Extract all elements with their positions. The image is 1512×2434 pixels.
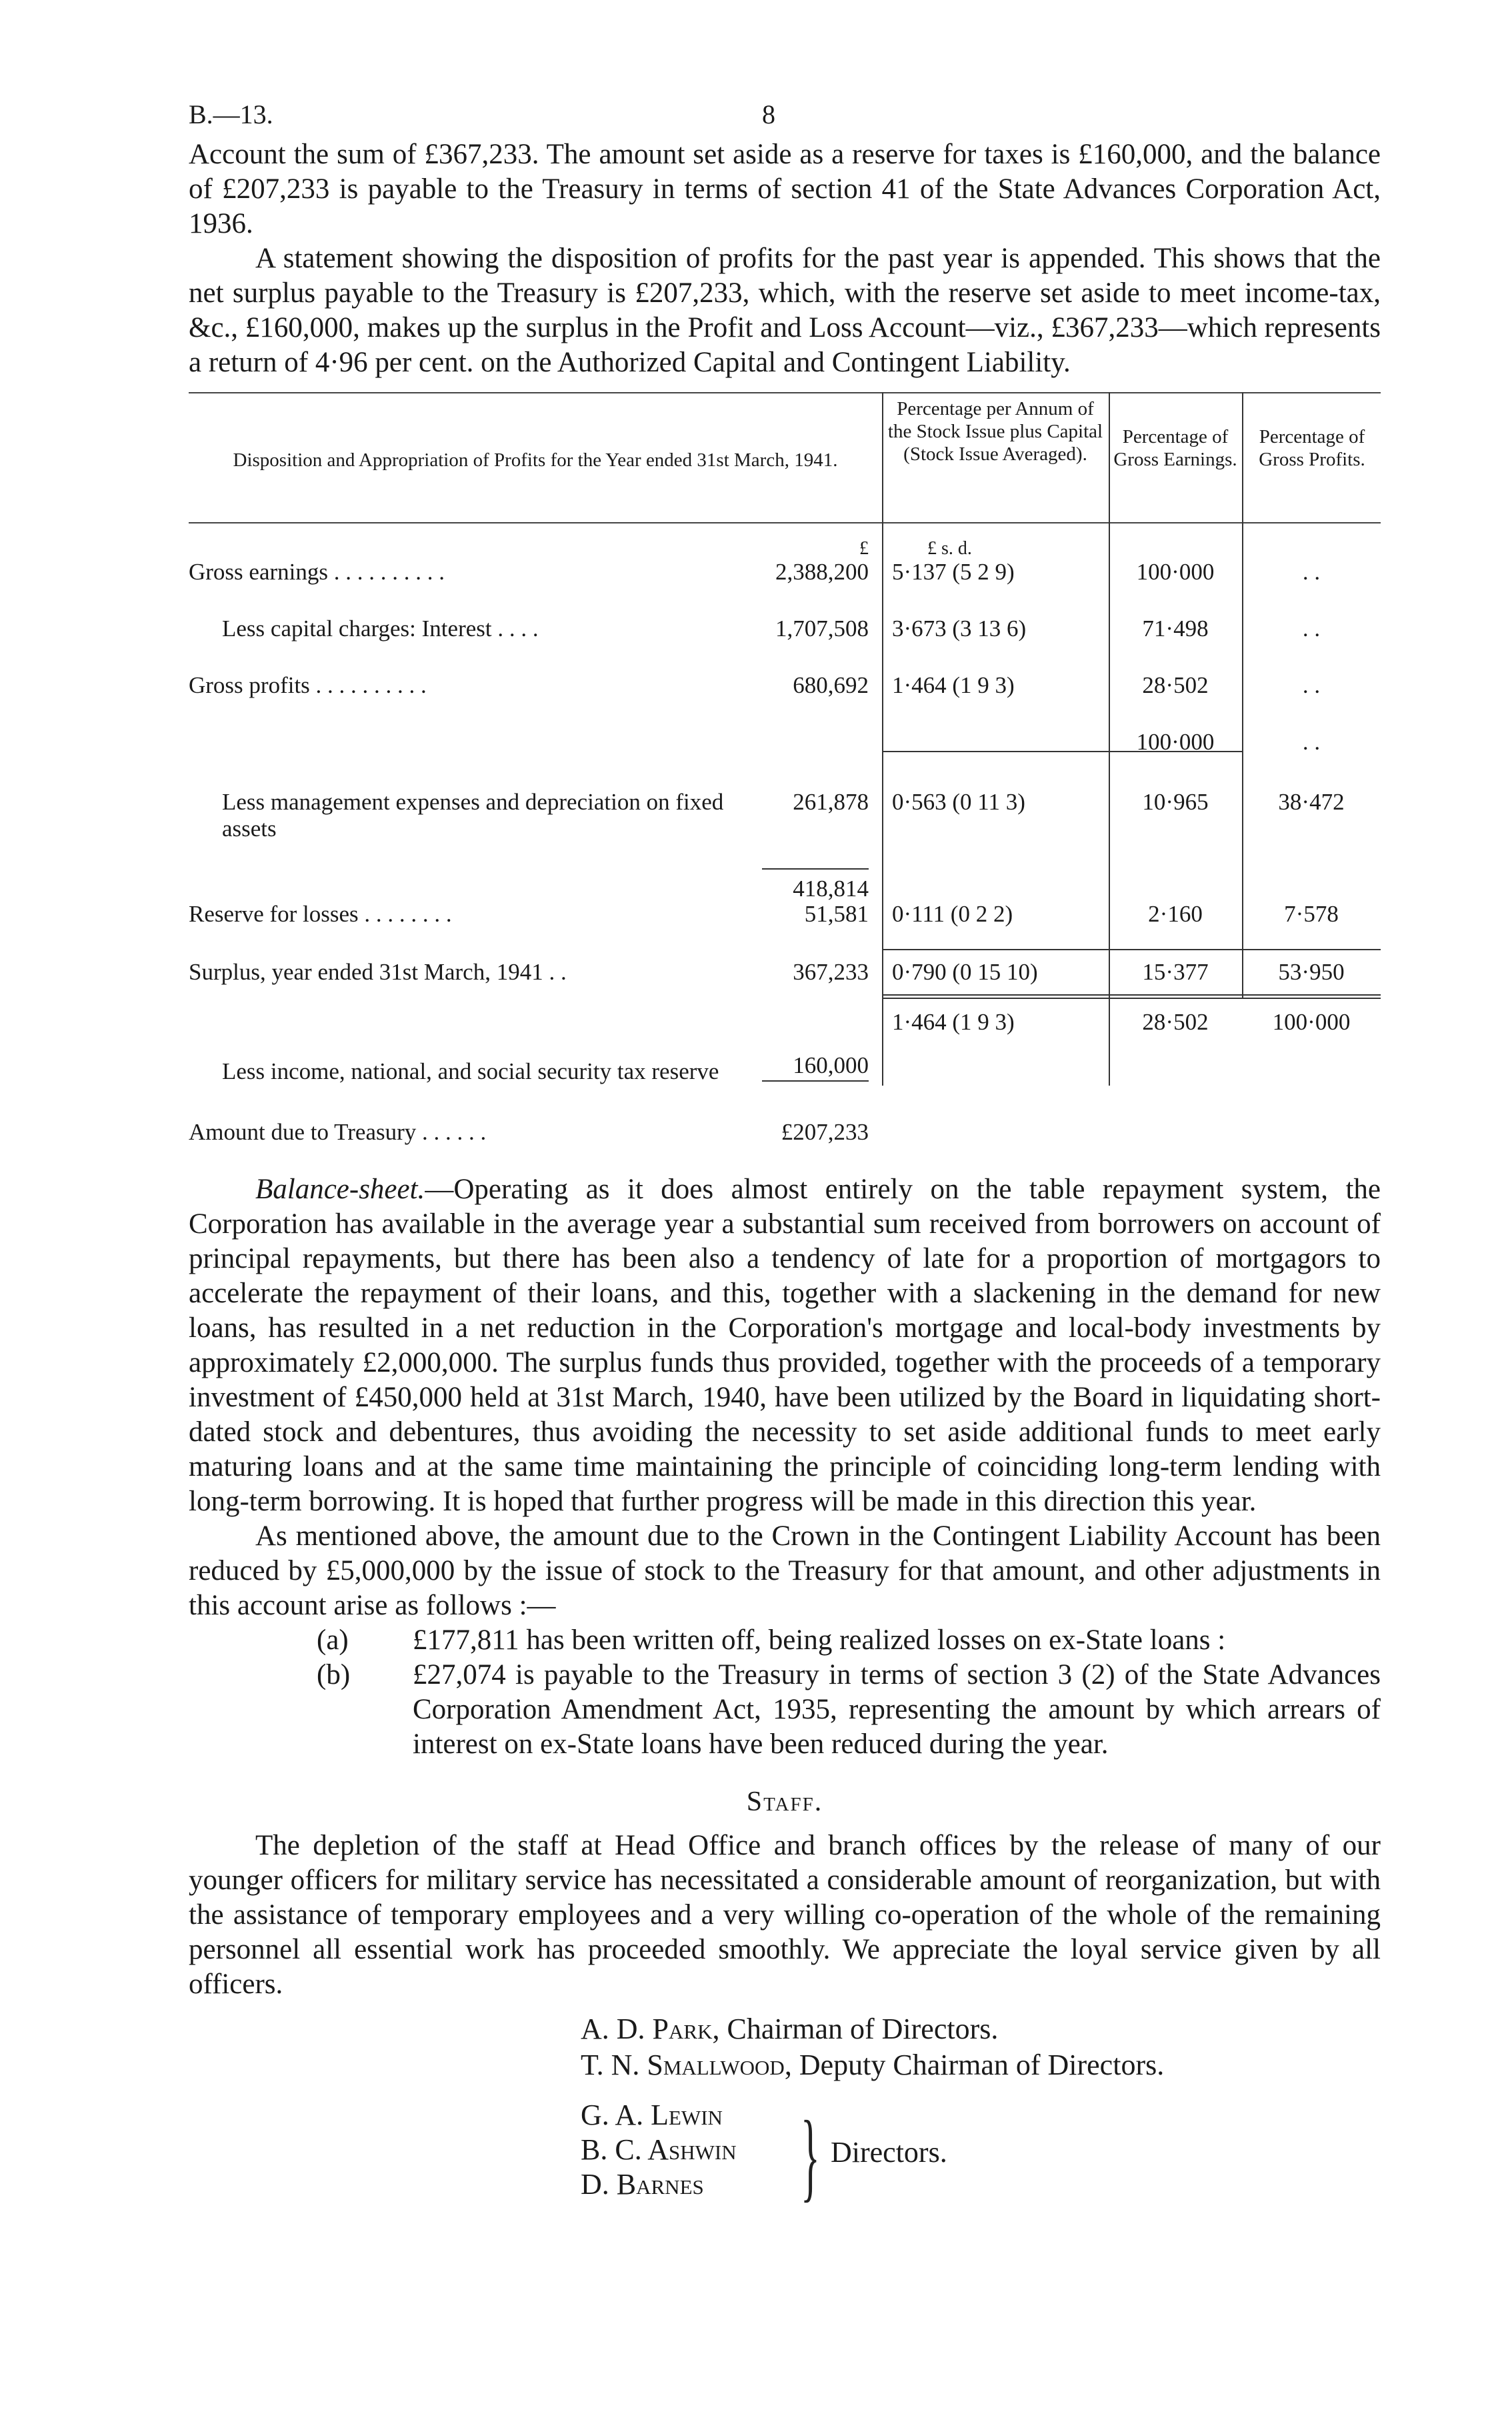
row-stock-capital-charges: 3·673 (3 13 6)	[892, 616, 1027, 642]
row-amount-capital-charges: 1,707,508	[775, 616, 869, 642]
row-earnings-gross-earnings: 100·000	[1136, 559, 1215, 585]
row-label-gross-earnings: Gross earnings . . . . . . . . . .	[189, 559, 445, 585]
row-profits-management-expenses: 38·472	[1278, 789, 1345, 815]
balance-sheet-text: —Operating as it does almost entirely on the table repayment system, the Corporation has available in the average year a substantial sum received from borrowers on account of principal repayments, but there has been also a tendency of late for a proportion of mortgagors to accelerate the repayment of their loans, and this, together with a slackening in the demand for new loans, has resulted in a net reduction in the Corporation's mortgage and local-body investments by approximately £2,000,000. The surplus funds thus provided, together with the proceeds of a temporary investment of £450,000 held at 31st March, 1940, have been utilized by the Board in liquidating short-dated stock and debentures, thus avoiding the necessity to set aside additional funds to meet early maturing loans and at the same time maintaining the principle of coinciding long-term lending with long-term borrowing. It is hoped that further progress will be made in this direction this year.	[189, 1174, 1381, 1517]
directors-block	[581, 2098, 1381, 2211]
row-earnings-capital-charges: 71·498	[1142, 616, 1209, 642]
adjustment-item	[317, 1623, 1381, 1658]
row-profits-gross-profits: . .	[1302, 672, 1321, 698]
intro-paragraph-1: Account the sum of £367,233. The amount set aside as a reserve for taxes is £160,000, and the balance of £207,233 is payable to the Treasury in terms of section 41 of the State Advances Corporation Act, 1936.	[189, 139, 1381, 239]
row-profits-reserve-losses: 7·578	[1284, 901, 1339, 927]
header-gross-earnings-percentage: Percentage of Gross Earnings.	[1113, 426, 1237, 470]
row-profits-surplus: 53·950	[1278, 959, 1345, 985]
row-label-tax-reserve: Less income, national, and social security tax reserve	[222, 1058, 719, 1084]
adjustment-label: (a)	[317, 1624, 349, 1656]
adjustment-item	[317, 1658, 1381, 1762]
row-amount-surplus: 367,233	[793, 959, 869, 985]
row-stock-management-expenses: 0·563 (0 11 3)	[892, 789, 1025, 815]
directors-label: Directors.	[831, 2136, 947, 2169]
report-reference: B.—13.	[189, 99, 273, 129]
adjustment-label: (b)	[317, 1659, 351, 1690]
balance-sheet-paragraph	[189, 1172, 1381, 1519]
page-header	[189, 93, 1381, 137]
amount-unit: £	[859, 538, 869, 559]
row-label-gross-profits: Gross profits . . . . . . . . . .	[189, 672, 427, 698]
document-page	[189, 93, 1381, 2211]
adjustments-list	[317, 1623, 1381, 1762]
row-label-management-expenses: Less management expenses and depreciation on fixed assets	[222, 789, 724, 842]
row-earnings-management-expenses: 10·965	[1142, 789, 1209, 815]
header-gross-profits-percentage: Percentage of Gross Profits.	[1259, 426, 1365, 470]
row-earnings-surplus: 15·377	[1142, 959, 1209, 985]
row-amount-reserve-losses: 51,581	[804, 901, 869, 927]
header-stock-percentage: Percentage per Annum of the Stock Issue plus Capital (Stock Issue Averaged).	[887, 398, 1103, 465]
balance-sheet-title: Balance-sheet.	[255, 1174, 425, 1205]
signatory-chairman	[581, 2011, 1381, 2047]
row-profits-gross-earnings: . .	[1302, 559, 1321, 585]
row-earnings-subtotal: 100·000	[1136, 729, 1215, 755]
row-stock-total: 1·464 (1 9 3)	[892, 1009, 1015, 1035]
signatory-role: , Chairman of Directors.	[712, 2013, 999, 2045]
row-earnings-gross-profits: 28·502	[1142, 672, 1209, 698]
row-amount-gross-profits: 680,692	[793, 672, 869, 698]
row-profits-subtotal: . .	[1302, 729, 1321, 755]
intro-paragraph-2: A statement showing the disposition of profits for the past year is appended. This shows that the net surplus payable to the Treasury is £207,233, which, with the reserve set aside to meet income-tax, &c., £160,000, makes up the surplus in the Profit and Loss Account—viz., £367,233—which represents a return of 4·96 per cent. on the Authorized Capital and Contingent Liability.	[189, 243, 1381, 378]
contingent-paragraph: As mentioned above, the amount due to the Crown in the Contingent Liability Account has been reduced by £5,000,000 by the issue of stock to the Treasury for that amount, and other adjustments in this account arise as follows :—	[189, 1520, 1381, 1621]
row-stock-surplus: 0·790 (0 15 10)	[892, 959, 1038, 985]
row-stock-reserve-losses: 0·111 (0 2 2)	[892, 901, 1013, 927]
adjustment-text: £27,074 is payable to the Treasury in terms of section 3 (2) of the State Advances Corporation Amendment Act, 1935, representing the amount by which arrears of interest on ex-State loans have been reduced during the year.	[413, 1659, 1381, 1760]
signatory-name: T. N. Smallwood	[581, 2049, 785, 2081]
row-label-capital-charges: Less capital charges: Interest . . . .	[222, 616, 539, 642]
row-amount-management-expenses: 261,878	[793, 789, 869, 815]
signatory-role: , Deputy Chairman of Directors.	[784, 2049, 1165, 2081]
signatory-name: A. D. Park	[581, 2013, 713, 2045]
row-label-reserve-losses: Reserve for losses . . . . . . . .	[189, 901, 452, 927]
row-profits-total: 100·000	[1272, 1009, 1351, 1035]
profits-table	[189, 385, 1381, 1172]
row-stock-gross-earnings: 5·137 (5 2 9)	[892, 559, 1015, 585]
staff-paragraph: The depletion of the staff at Head Office and branch offices by the release of many of our younger officers for military service has necessitated a considerable amount of reorganization, but with the assistance of temporary employees and a very willing co-operation of the whole of the remaining personnel all essential work has proceeded smoothly. We appreciate the loyal service given by all officers.	[189, 1830, 1381, 2000]
row-profits-capital-charges: . .	[1302, 616, 1321, 642]
row-earnings-total: 28·502	[1142, 1009, 1209, 1035]
staff-heading: Staff.	[746, 1786, 823, 1817]
signatory-deputy-chairman	[581, 2047, 1381, 2083]
row-amount-tax-reserve: 160,000	[793, 1052, 869, 1078]
header-description: Disposition and Appropriation of Profits for the Year ended 31st March, 1941.	[233, 449, 838, 471]
brace-glyph: }	[801, 2101, 820, 2211]
director-name: B. C. Ashwin	[581, 2133, 737, 2166]
director-name: G. A. Lewin	[581, 2099, 723, 2131]
director-name: D. Barnes	[581, 2168, 704, 2201]
adjustment-text: £177,811 has been written off, being realized losses on ex-State loans :	[413, 1624, 1226, 1656]
row-label-surplus: Surplus, year ended 31st March, 1941 . .	[189, 959, 567, 985]
row-amount-due: £207,233	[781, 1119, 869, 1145]
page-number: 8	[762, 99, 775, 129]
row-amount-subtotal: 418,814	[793, 876, 869, 902]
lsd-unit: £ s. d.	[927, 538, 972, 559]
row-stock-gross-profits: 1·464 (1 9 3)	[892, 672, 1015, 698]
row-label-amount-due: Amount due to Treasury . . . . . .	[189, 1119, 487, 1145]
row-amount-gross-earnings: 2,388,200	[775, 559, 869, 585]
row-earnings-reserve-losses: 2·160	[1148, 901, 1203, 927]
